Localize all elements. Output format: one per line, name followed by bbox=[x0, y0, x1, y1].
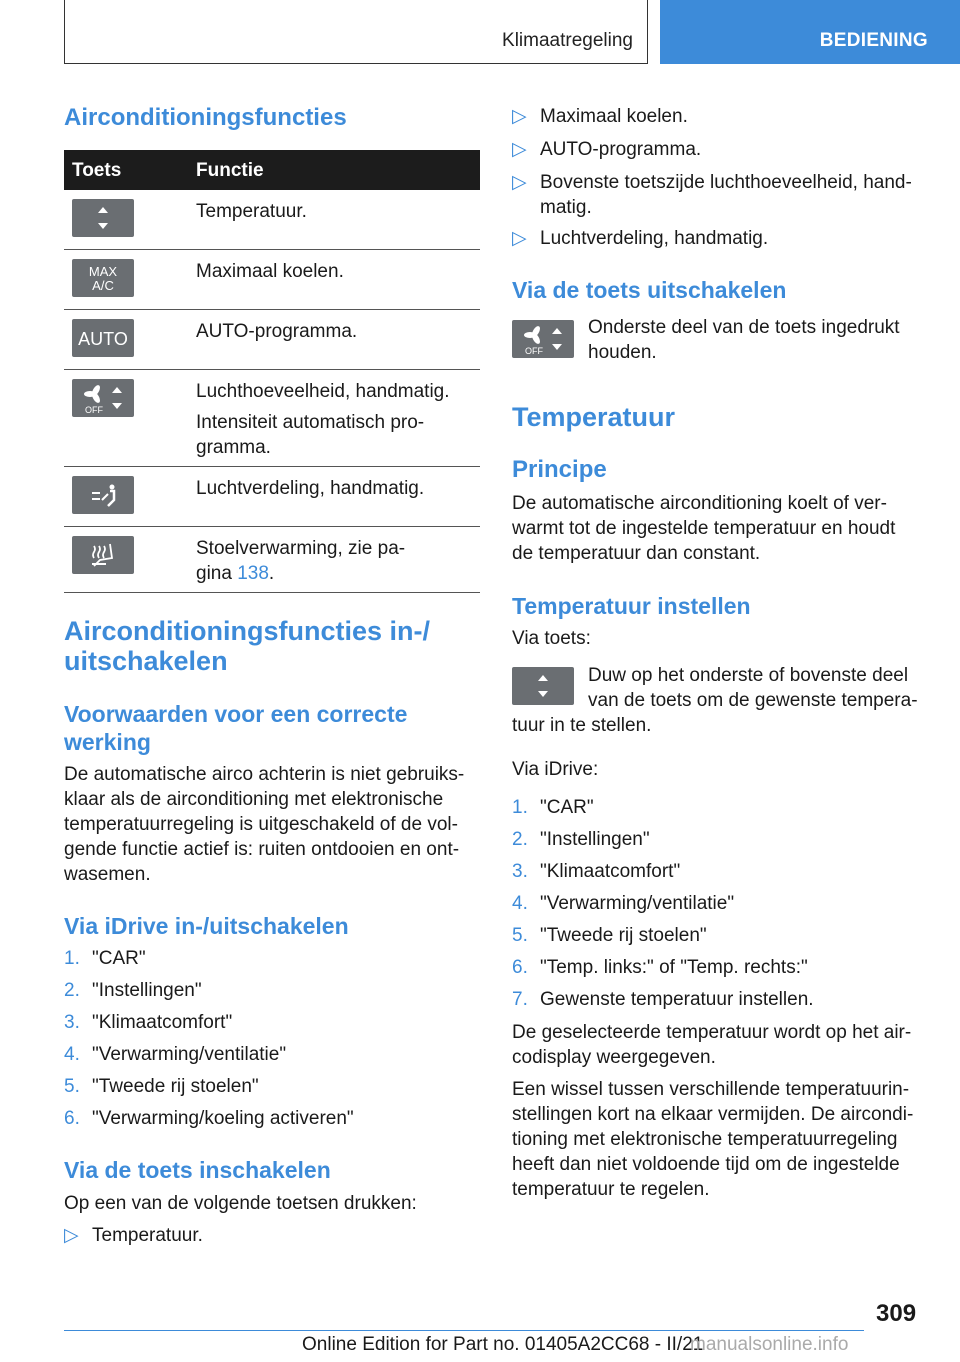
temperature-key-icon bbox=[72, 199, 134, 237]
heading-onoff: Airconditioningsfuncties in-/ uitschakelen bbox=[64, 616, 430, 676]
heading-temperature: Temperatuur bbox=[512, 402, 676, 432]
auto-key-icon bbox=[72, 319, 134, 357]
heading-set-temperature: Temperatuur instellen bbox=[512, 593, 751, 619]
table-col-key: Toets bbox=[72, 160, 122, 181]
svg-text:OFF: OFF bbox=[85, 405, 103, 415]
table-header bbox=[64, 150, 480, 190]
temperature-key-icon bbox=[512, 667, 574, 705]
bullet-icon: ▷ bbox=[512, 106, 527, 127]
table-row bbox=[64, 250, 480, 310]
warning-text: Een wissel tussen verschillende temperatuurin- stellingen kort na elkaar vermijden. De aircondi- tioning met elektronische temperatuurregeling heeft dan niet voldoende tijd om de ingestelde temperatuur te regelen. bbox=[512, 1079, 914, 1200]
table-row bbox=[64, 190, 480, 250]
table-cell-function: Stoelverwarming, zie pa- gina 138. bbox=[196, 538, 406, 584]
heading-prerequisites: Voorwaarden voor een correcte werking bbox=[64, 701, 408, 755]
air-distribution-key-icon bbox=[72, 476, 134, 514]
result-text: De geselecteerde temperatuur wordt op het air- codisplay weergegeven. bbox=[512, 1022, 912, 1068]
set-text-wrapped: Duw op het onderste of bovenste deel van de toets om de gewenste tempera- bbox=[588, 665, 918, 711]
max-ac-key-icon bbox=[72, 259, 134, 297]
page-number: 309 bbox=[876, 1300, 917, 1327]
table-row bbox=[64, 467, 480, 527]
table-cell-function: Luchtverdeling, handmatig. bbox=[196, 478, 425, 499]
svg-text:MAX: MAX bbox=[88, 264, 118, 279]
table-row bbox=[64, 527, 480, 593]
functions-table bbox=[64, 150, 480, 593]
heading-key-on: Via de toets inschakelen bbox=[64, 1157, 331, 1183]
table-cell-function: Maximaal koelen. bbox=[196, 261, 344, 282]
bullet-icon: ▷ bbox=[64, 1225, 79, 1246]
prerequisites-text: De automatische airco achterin is niet gebruiks- klaar als de airconditioning met elektronische temperatuurregeling is uitgeschakeld of de vol- gende functie actief is: ruiten ontdooien en ont- wasemen. bbox=[64, 764, 465, 885]
footer-divider bbox=[64, 1330, 864, 1331]
heading-idrive-onoff: Via iDrive in-/uitschakelen bbox=[64, 913, 349, 939]
key-on-text: Op een van de volgende toetsen drukken: bbox=[64, 1193, 417, 1214]
header-chapter-tab bbox=[660, 0, 960, 64]
footer-watermark: manualsonline.info bbox=[690, 1334, 849, 1355]
footer-edition: Online Edition for Part no. 01405A2CC68 - II/21 bbox=[302, 1334, 704, 1355]
header-section-title: Klimaatregeling bbox=[502, 30, 633, 51]
table-cell-function: AUTO-programma. bbox=[196, 321, 358, 342]
table-cell-function: Temperatuur. bbox=[196, 201, 307, 222]
table-row bbox=[64, 370, 480, 467]
svg-text:AUTO: AUTO bbox=[78, 329, 128, 349]
heading-principle: Principe bbox=[512, 456, 607, 483]
svg-text:OFF: OFF bbox=[525, 346, 543, 356]
fan-off-key-icon bbox=[512, 320, 574, 358]
table-row bbox=[64, 310, 480, 370]
principle-text: De automatische airconditioning koelt of ver- warmt tot de ingestelde temperatuur en houdt de temperatuur dan constant. bbox=[512, 493, 896, 564]
via-idrive-label: Via iDrive: bbox=[512, 759, 599, 780]
svg-text:A/C: A/C bbox=[92, 278, 114, 293]
bullet-icon: ▷ bbox=[512, 228, 527, 249]
key-off-text: Onderste deel van de toets ingedrukt houden. bbox=[588, 317, 900, 363]
fan-off-key-icon bbox=[72, 379, 134, 417]
header-chapter-title: BEDIENING bbox=[819, 30, 928, 51]
heading-key-off: Via de toets uitschakelen bbox=[512, 277, 787, 303]
via-key-label: Via toets: bbox=[512, 628, 591, 649]
bullet-icon: ▷ bbox=[512, 172, 527, 193]
set-text-last: tuur in te stellen. bbox=[512, 715, 652, 736]
header-section-box bbox=[64, 0, 648, 64]
table-cell-function: Luchthoeveelheid, handmatig. Intensiteit automatisch pro- gramma. bbox=[196, 381, 450, 458]
seat-heating-key-icon bbox=[72, 536, 134, 574]
bullet-icon: ▷ bbox=[512, 139, 527, 160]
heading-functions: Airconditioningsfuncties bbox=[64, 104, 347, 131]
page-reference-link[interactable]: 138 bbox=[237, 563, 269, 584]
table-col-function: Functie bbox=[196, 160, 264, 181]
